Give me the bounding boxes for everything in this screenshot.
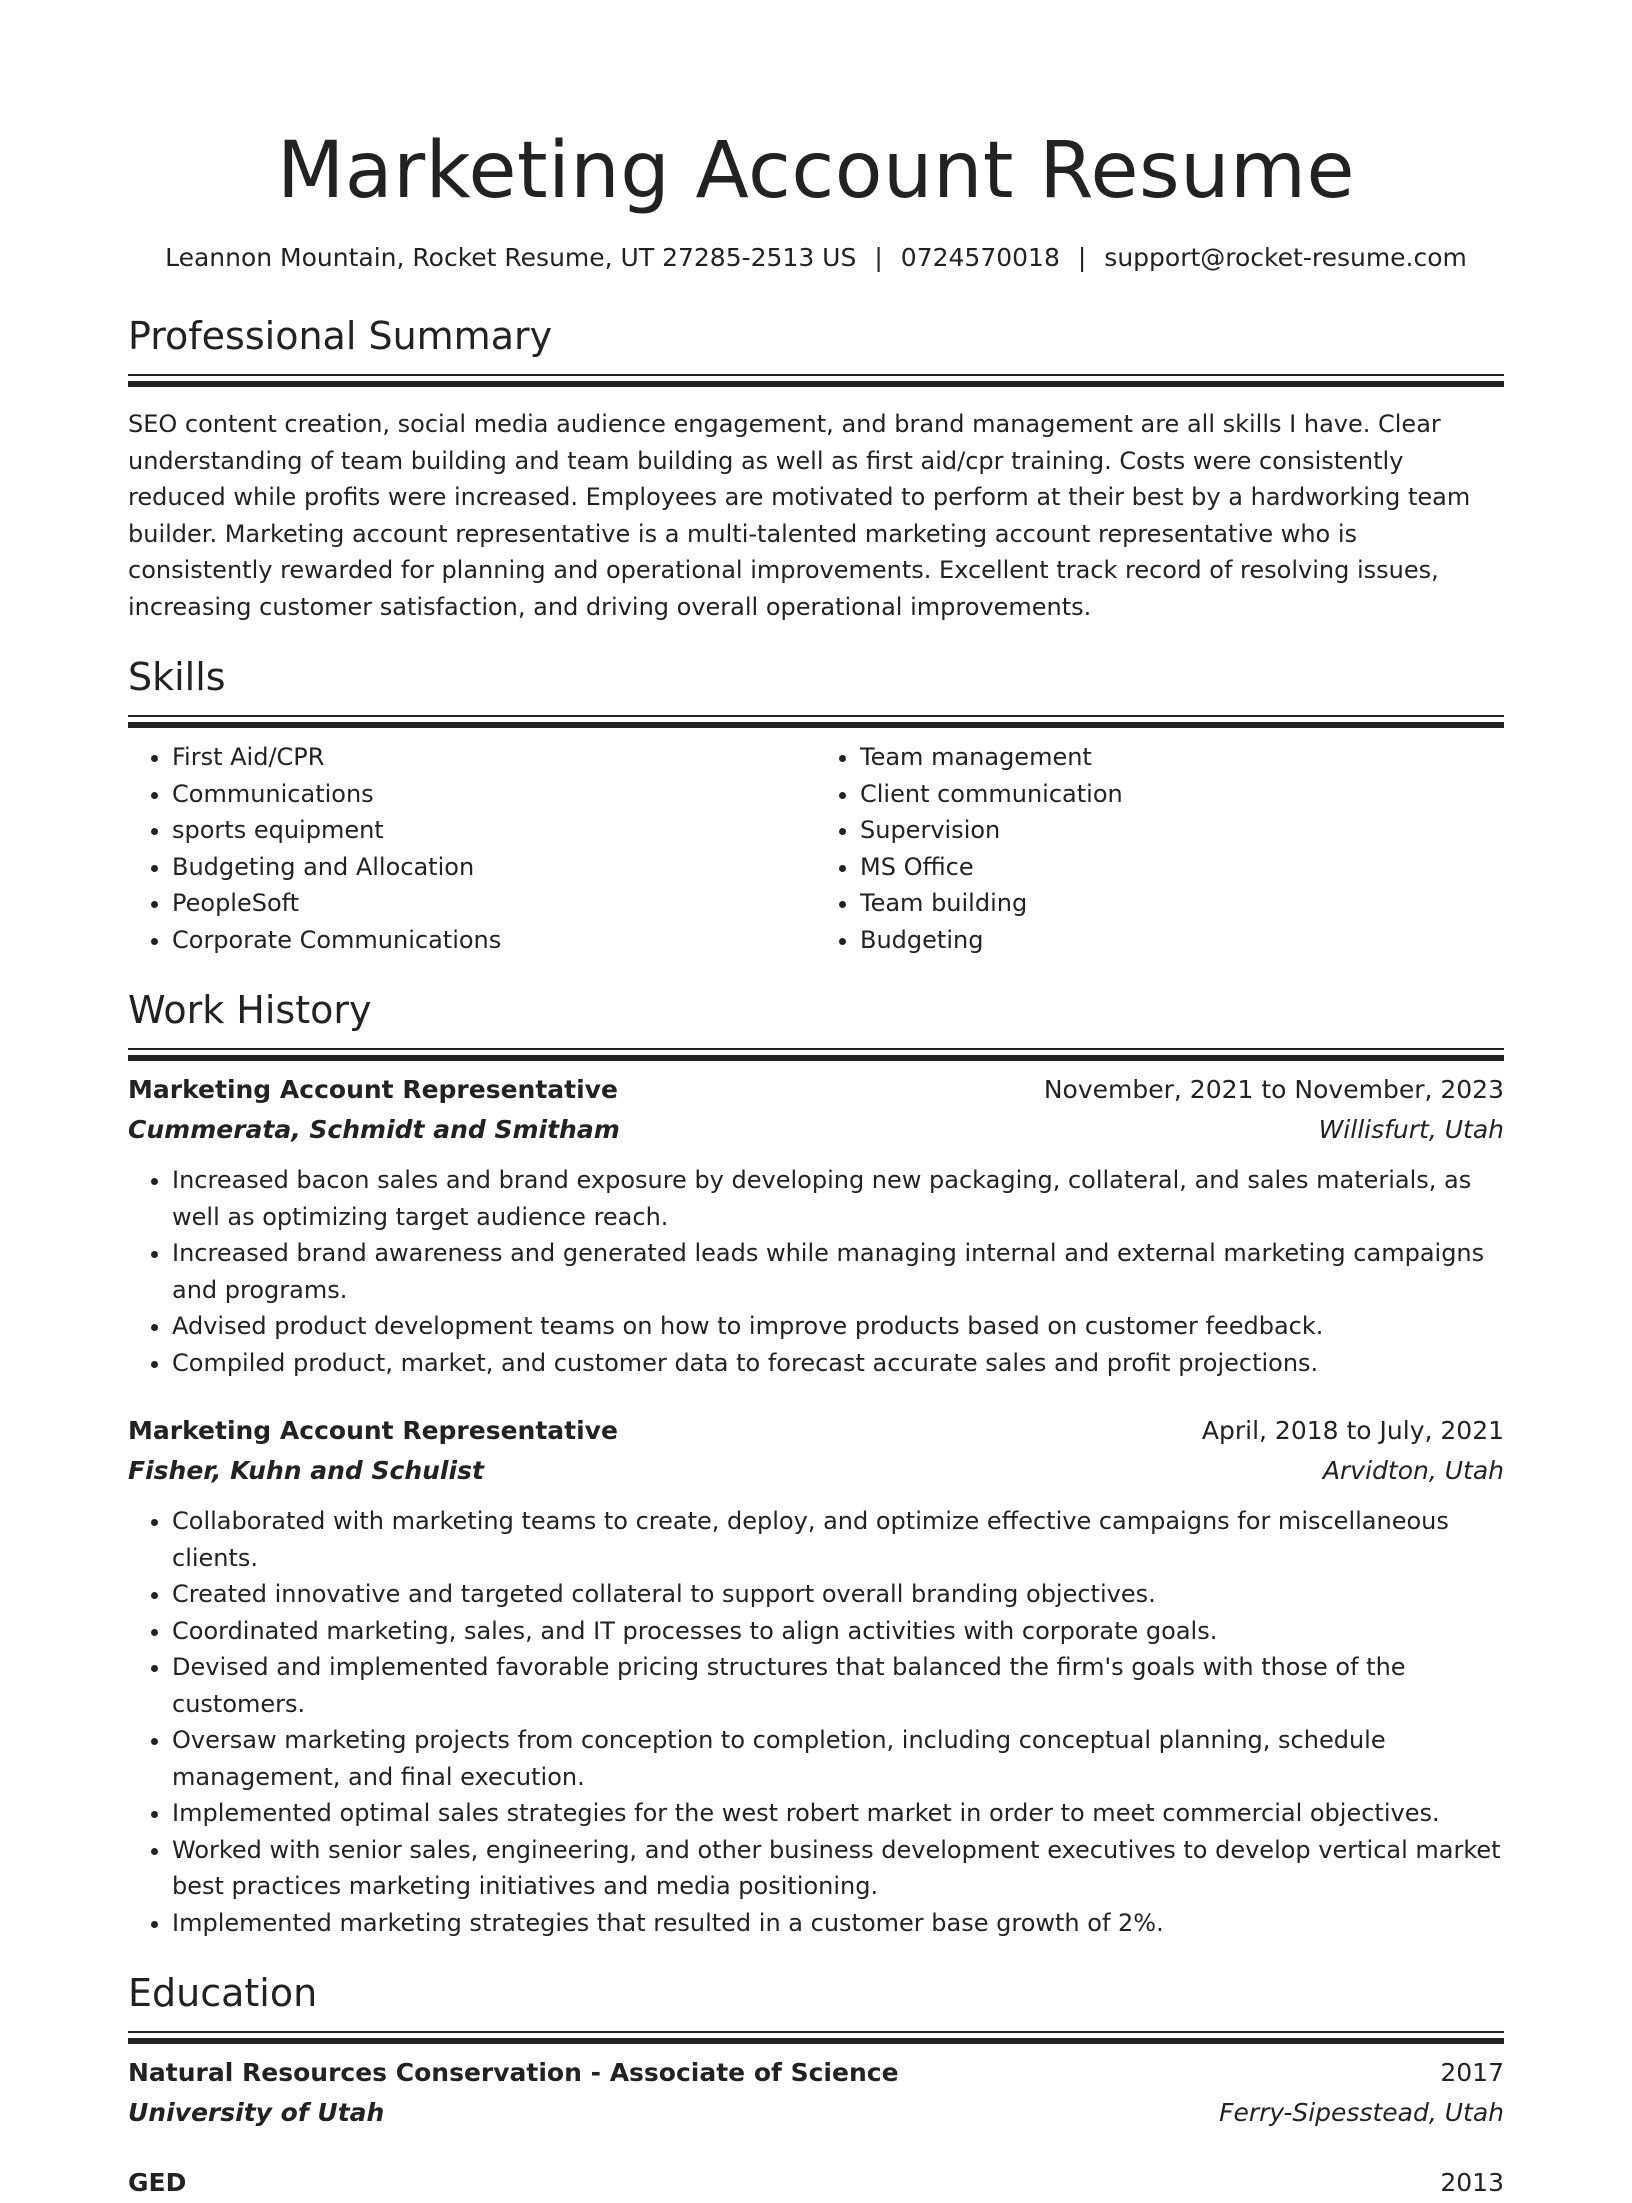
education-degree: Natural Resources Conservation - Associate of Science bbox=[128, 2058, 899, 2087]
section-divider bbox=[128, 2031, 1504, 2033]
education-header-row bbox=[128, 2163, 1504, 2203]
skill-item: • sports equipment bbox=[172, 812, 816, 849]
section-divider bbox=[128, 374, 1504, 376]
contact-email: support@rocket-resume.com bbox=[1104, 243, 1467, 272]
job-bullets bbox=[128, 1503, 1504, 1941]
education-location: Ferry-Sipesstead, Utah bbox=[1219, 2098, 1504, 2127]
job-bullet: • Oversaw marketing projects from conception to completion, including conceptual planning, schedule management, and final execution. bbox=[172, 1722, 1504, 1795]
contact-address: Leannon Mountain, Rocket Resume, UT 27285-2513 US bbox=[165, 243, 857, 272]
job-header-row bbox=[128, 1411, 1504, 1451]
work-history-section bbox=[128, 984, 1504, 1941]
skill-item: • Team management bbox=[860, 739, 1504, 776]
job-company: Cummerata, Schmidt and Smitham bbox=[128, 1115, 620, 1144]
job-title: Marketing Account Representative bbox=[128, 1416, 618, 1445]
job-company-row bbox=[128, 1110, 1504, 1150]
job-bullet: • Coordinated marketing, sales, and IT processes to align activities with corporate goals. bbox=[172, 1613, 1504, 1650]
job-dates: November, 2021 to November, 2023 bbox=[1043, 1075, 1504, 1104]
job-bullet: • Advised product development teams on how to improve products based on customer feedback. bbox=[172, 1308, 1504, 1345]
summary-heading: Professional Summary bbox=[128, 314, 553, 358]
job-bullet: • Implemented marketing strategies that resulted in a customer base growth of 2%. bbox=[172, 1905, 1504, 1942]
section-divider bbox=[128, 1048, 1504, 1050]
contact-phone: 0724570018 bbox=[900, 243, 1060, 272]
job-bullet: • Increased bacon sales and brand exposure by developing new packaging, collateral, and sales materials, as well as optimizing target audience reach. bbox=[172, 1162, 1504, 1235]
skills-heading: Skills bbox=[128, 655, 226, 699]
job-entry bbox=[128, 1411, 1504, 1941]
skill-item: • Corporate Communications bbox=[172, 922, 816, 959]
job-entry bbox=[128, 1070, 1504, 1381]
education-heading: Education bbox=[128, 1971, 318, 2015]
skill-item: • First Aid/CPR bbox=[172, 739, 816, 776]
job-bullet: • Implemented optimal sales strategies for the west robert market in order to meet commercial objectives. bbox=[172, 1795, 1504, 1832]
job-bullet: • Created innovative and targeted collateral to support overall branding objectives. bbox=[172, 1576, 1504, 1613]
work-history-heading: Work History bbox=[128, 988, 372, 1032]
skill-item: • Client communication bbox=[860, 776, 1504, 813]
contact-line bbox=[128, 240, 1504, 276]
education-entry bbox=[128, 2053, 1504, 2133]
skills-section bbox=[128, 651, 1504, 958]
education-school-row bbox=[128, 2093, 1504, 2133]
summary-section bbox=[128, 310, 1504, 625]
skill-item: • MS Office bbox=[860, 849, 1504, 886]
job-bullet: • Devised and implemented favorable pricing structures that balanced the firm's goals with those of the customers. bbox=[172, 1649, 1504, 1722]
contact-separator: | bbox=[874, 243, 883, 272]
skill-item: • Budgeting and Allocation bbox=[172, 849, 816, 886]
education-year: 2013 bbox=[1440, 2168, 1504, 2197]
job-company-row bbox=[128, 1451, 1504, 1491]
job-bullet: • Collaborated with marketing teams to create, deploy, and optimize effective campaigns for miscellaneous clients. bbox=[172, 1503, 1504, 1576]
education-section bbox=[128, 1967, 1504, 2203]
contact-separator: | bbox=[1077, 243, 1087, 272]
job-location: Arvidton, Utah bbox=[1322, 1456, 1504, 1485]
skill-item: • Communications bbox=[172, 776, 816, 813]
job-location: Willisfurt, Utah bbox=[1318, 1115, 1504, 1144]
education-entry bbox=[128, 2163, 1504, 2203]
job-bullet: • Compiled product, market, and customer data to forecast accurate sales and profit projections. bbox=[172, 1345, 1504, 1382]
job-dates: April, 2018 to July, 2021 bbox=[1201, 1416, 1504, 1445]
education-year: 2017 bbox=[1440, 2058, 1504, 2087]
skill-item: • Budgeting bbox=[860, 922, 1504, 959]
skill-item: • PeopleSoft bbox=[172, 885, 816, 922]
resume-title: Marketing Account Resume bbox=[277, 126, 1355, 216]
skills-list-left bbox=[128, 739, 816, 958]
job-bullet: • Worked with senior sales, engineering, and other business development executives to develop vertical market best practices marketing initiatives and media positioning. bbox=[172, 1832, 1504, 1905]
skills-list-right bbox=[816, 739, 1504, 958]
job-title: Marketing Account Representative bbox=[128, 1075, 618, 1104]
skills-columns bbox=[128, 739, 1504, 958]
education-header-row bbox=[128, 2053, 1504, 2093]
education-school: University of Utah bbox=[128, 2098, 385, 2127]
summary-text: SEO content creation, social media audience engagement, and brand management are all skills I have. Clear understanding of team building and team building as well as first aid/cpr training. Costs were consistently reduced while profits were increased. Employees are motivated to perform at their best by a hardworking team builder. Marketing account representative is a multi-talented marketing account representative who is consistently rewarded for planning and operational improvements. Excellent track record of resolving issues, increasing customer satisfaction, and driving overall operational improvements. bbox=[128, 410, 1471, 621]
section-divider bbox=[128, 715, 1504, 717]
skill-item: • Supervision bbox=[860, 812, 1504, 849]
skill-item: • Team building bbox=[860, 885, 1504, 922]
education-degree: GED bbox=[128, 2168, 187, 2197]
job-header-row bbox=[128, 1070, 1504, 1110]
job-bullets bbox=[128, 1162, 1504, 1381]
job-company: Fisher, Kuhn and Schulist bbox=[128, 1456, 484, 1485]
job-bullet: • Increased brand awareness and generated leads while managing internal and external marketing campaigns and programs. bbox=[172, 1235, 1504, 1308]
